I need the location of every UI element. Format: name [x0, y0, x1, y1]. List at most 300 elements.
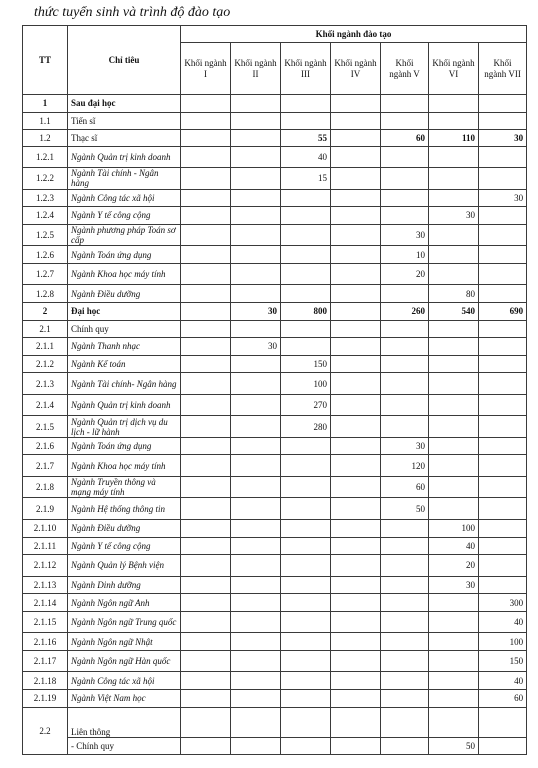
row-value-khoi-4	[331, 355, 381, 373]
row-name: Ngành Quản lý Bệnh viện	[68, 555, 181, 577]
row-value-khoi-6	[429, 455, 479, 477]
row-tt: 1.2	[23, 129, 68, 146]
row-value-khoi-2	[231, 246, 281, 264]
row-value-khoi-3: 270	[281, 394, 331, 416]
row-value-khoi-3	[281, 611, 331, 633]
row-tt: 2.1.7	[23, 455, 68, 477]
row-value-khoi-3	[281, 263, 331, 285]
row-value-khoi-7	[479, 455, 527, 477]
group-header: Khối ngành đào tạo	[181, 26, 527, 43]
row-value-khoi-2	[231, 519, 281, 537]
row-value-khoi-7	[479, 338, 527, 356]
row-value-khoi-3	[281, 519, 331, 537]
row-value-khoi-6	[429, 437, 479, 455]
row-tt: 2.1.4	[23, 394, 68, 416]
row-value-khoi-4	[331, 611, 381, 633]
row-value-khoi-2	[231, 537, 281, 555]
row-value-khoi-5	[381, 394, 429, 416]
row-value-khoi-2	[231, 112, 281, 129]
table-row	[23, 576, 527, 594]
khoi-header-3: Khối ngành III	[281, 43, 331, 95]
row-value-khoi-4	[331, 285, 381, 303]
row-value-khoi-5: 120	[381, 455, 429, 477]
row-value-khoi-1	[181, 416, 231, 438]
row-value-khoi-6: 100	[429, 519, 479, 537]
row-name: Ngành Tài chính - Ngân hàng	[68, 168, 181, 190]
row-value-khoi-2	[231, 650, 281, 672]
row-value-khoi-1	[181, 394, 231, 416]
row-name: Chính quy	[68, 320, 181, 338]
row-value-khoi-7: 60	[479, 690, 527, 708]
col-tt-header: TT	[23, 26, 68, 95]
table-row	[23, 320, 527, 338]
row-value-khoi-1	[181, 707, 231, 737]
row-value-khoi-7	[479, 146, 527, 168]
row-value-khoi-6	[429, 672, 479, 690]
row-value-khoi-2	[231, 207, 281, 225]
row-name: Ngành Việt Nam học	[68, 690, 181, 708]
row-value-khoi-7: 30	[479, 129, 527, 146]
row-tt: 2.1.18	[23, 672, 68, 690]
row-value-khoi-2	[231, 373, 281, 395]
table-row	[23, 302, 527, 320]
khoi-header-7: Khối ngành VII	[479, 43, 527, 95]
row-value-khoi-3	[281, 437, 331, 455]
row-value-khoi-1	[181, 437, 231, 455]
row-name: Ngành Kế toán	[68, 355, 181, 373]
row-value-khoi-7	[479, 437, 527, 455]
row-value-khoi-7	[479, 555, 527, 577]
row-name: Ngành phương pháp Toán sơ cấp	[68, 224, 181, 246]
table-row	[23, 519, 527, 537]
row-tt: 2.1.13	[23, 576, 68, 594]
row-value-khoi-3	[281, 246, 331, 264]
row-name: Ngành Công tác xã hội	[68, 189, 181, 207]
row-value-khoi-7	[479, 320, 527, 338]
row-tt: 1.2.3	[23, 189, 68, 207]
row-value-khoi-6	[429, 650, 479, 672]
row-value-khoi-4	[331, 672, 381, 690]
row-value-khoi-4	[331, 476, 381, 498]
row-value-khoi-1	[181, 224, 231, 246]
row-value-khoi-1	[181, 555, 231, 577]
row-tt: 2	[23, 302, 68, 320]
row-value-khoi-3	[281, 95, 331, 113]
row-value-khoi-4	[331, 707, 381, 737]
row-value-khoi-5: 10	[381, 246, 429, 264]
row-value-khoi-2	[231, 189, 281, 207]
row-value-khoi-1	[181, 633, 231, 651]
row-name: Ngành Khoa học máy tính	[68, 263, 181, 285]
table-row	[23, 263, 527, 285]
table-row	[23, 555, 527, 577]
table-row	[23, 189, 527, 207]
row-value-khoi-6	[429, 224, 479, 246]
row-value-khoi-7: 300	[479, 594, 527, 612]
row-value-khoi-6	[429, 416, 479, 438]
row-value-khoi-2	[231, 555, 281, 577]
row-value-khoi-4	[331, 168, 381, 190]
row-value-khoi-2	[231, 690, 281, 708]
table-row	[23, 690, 527, 708]
row-value-khoi-3	[281, 737, 331, 755]
row-value-khoi-6: 110	[429, 129, 479, 146]
row-value-khoi-7	[479, 207, 527, 225]
table-row	[23, 112, 527, 129]
row-value-khoi-7	[479, 519, 527, 537]
row-value-khoi-5: 60	[381, 129, 429, 146]
row-value-khoi-2	[231, 594, 281, 612]
row-value-khoi-7	[479, 95, 527, 113]
row-tt: 2.1.1	[23, 338, 68, 356]
row-value-khoi-6	[429, 594, 479, 612]
row-value-khoi-4	[331, 690, 381, 708]
row-value-khoi-1	[181, 320, 231, 338]
row-value-khoi-5	[381, 537, 429, 555]
row-value-khoi-6	[429, 611, 479, 633]
row-value-khoi-2: 30	[231, 338, 281, 356]
row-value-khoi-3	[281, 498, 331, 520]
row-value-khoi-5	[381, 355, 429, 373]
row-value-khoi-3: 15	[281, 168, 331, 190]
row-value-khoi-3	[281, 537, 331, 555]
row-value-khoi-1	[181, 519, 231, 537]
row-value-khoi-6: 40	[429, 537, 479, 555]
row-value-khoi-6	[429, 246, 479, 264]
row-value-khoi-5: 30	[381, 224, 429, 246]
khoi-header-6: Khối ngành VI	[429, 43, 479, 95]
row-value-khoi-5	[381, 672, 429, 690]
row-value-khoi-6	[429, 112, 479, 129]
row-tt: 2.2	[23, 707, 68, 755]
row-value-khoi-2	[231, 611, 281, 633]
page-heading: thức tuyển sinh và trình độ đào tạo	[34, 5, 231, 20]
row-value-khoi-4	[331, 650, 381, 672]
row-name: Ngành Toán ứng dụng	[68, 437, 181, 455]
row-value-khoi-4	[331, 95, 381, 113]
row-value-khoi-7	[479, 498, 527, 520]
row-tt: 2.1.9	[23, 498, 68, 520]
row-value-khoi-4	[331, 555, 381, 577]
row-value-khoi-7: 150	[479, 650, 527, 672]
table-row	[23, 373, 527, 395]
row-value-khoi-5	[381, 373, 429, 395]
row-value-khoi-7	[479, 537, 527, 555]
row-value-khoi-1	[181, 129, 231, 146]
row-value-khoi-3	[281, 455, 331, 477]
row-value-khoi-6	[429, 263, 479, 285]
khoi-header-4: Khối ngành IV	[331, 43, 381, 95]
row-value-khoi-1	[181, 146, 231, 168]
row-value-khoi-6	[429, 633, 479, 651]
row-value-khoi-1	[181, 455, 231, 477]
row-value-khoi-3: 280	[281, 416, 331, 438]
row-tt: 2.1.14	[23, 594, 68, 612]
row-value-khoi-1	[181, 672, 231, 690]
row-value-khoi-4	[331, 394, 381, 416]
row-value-khoi-5: 30	[381, 437, 429, 455]
row-value-khoi-5: 60	[381, 476, 429, 498]
row-value-khoi-1	[181, 112, 231, 129]
row-tt: 1.2.5	[23, 224, 68, 246]
row-value-khoi-7	[479, 224, 527, 246]
row-name: Ngành Dinh dưỡng	[68, 576, 181, 594]
row-value-khoi-6	[429, 168, 479, 190]
row-value-khoi-7: 40	[479, 672, 527, 690]
row-tt: 2.1.16	[23, 633, 68, 651]
row-name: Ngành Quản trị dịch vụ du lịch - lữ hành	[68, 416, 181, 438]
table-row	[23, 285, 527, 303]
khoi-header-1: Khối ngành I	[181, 43, 231, 95]
row-value-khoi-5	[381, 338, 429, 356]
row-value-khoi-7	[479, 394, 527, 416]
row-value-khoi-4	[331, 519, 381, 537]
row-value-khoi-5	[381, 168, 429, 190]
row-value-khoi-3	[281, 650, 331, 672]
row-value-khoi-3: 800	[281, 302, 331, 320]
row-value-khoi-3: 100	[281, 373, 331, 395]
row-value-khoi-4	[331, 320, 381, 338]
row-tt: 1.2.1	[23, 146, 68, 168]
table-row	[23, 455, 527, 477]
row-tt: 2.1	[23, 320, 68, 338]
row-value-khoi-4	[331, 455, 381, 477]
row-value-khoi-6: 30	[429, 207, 479, 225]
row-tt: 2.1.11	[23, 537, 68, 555]
row-value-khoi-1	[181, 476, 231, 498]
table-row	[23, 611, 527, 633]
row-name: Ngành Ngôn ngữ Hàn quốc	[68, 650, 181, 672]
row-value-khoi-1	[181, 95, 231, 113]
row-value-khoi-4	[331, 594, 381, 612]
row-value-khoi-3	[281, 224, 331, 246]
row-tt: 2.1.8	[23, 476, 68, 498]
row-value-khoi-7	[479, 576, 527, 594]
row-value-khoi-6: 50	[429, 737, 479, 755]
row-value-khoi-5: 260	[381, 302, 429, 320]
row-value-khoi-4	[331, 146, 381, 168]
row-value-khoi-1	[181, 737, 231, 755]
row-name: Ngành Công tác xã hội	[68, 672, 181, 690]
row-value-khoi-4	[331, 112, 381, 129]
row-value-khoi-6: 20	[429, 555, 479, 577]
quota-table	[22, 25, 527, 755]
row-name: - Chính quy	[68, 737, 181, 755]
row-value-khoi-6	[429, 320, 479, 338]
row-value-khoi-3	[281, 476, 331, 498]
row-name: Ngành Quản trị kinh doanh	[68, 146, 181, 168]
row-value-khoi-1	[181, 690, 231, 708]
row-value-khoi-7	[479, 246, 527, 264]
row-value-khoi-6	[429, 394, 479, 416]
row-value-khoi-1	[181, 246, 231, 264]
row-value-khoi-5	[381, 737, 429, 755]
row-name: Ngành Điều dưỡng	[68, 285, 181, 303]
row-value-khoi-4	[331, 246, 381, 264]
table-row	[23, 95, 527, 113]
row-value-khoi-1	[181, 263, 231, 285]
table-row	[23, 129, 527, 146]
row-value-khoi-7	[479, 476, 527, 498]
row-value-khoi-2	[231, 355, 281, 373]
table-row	[23, 476, 527, 498]
row-value-khoi-4	[331, 224, 381, 246]
row-tt: 1.2.8	[23, 285, 68, 303]
row-value-khoi-5	[381, 207, 429, 225]
row-value-khoi-2	[231, 707, 281, 737]
row-name: Ngành Quản trị kinh doanh	[68, 394, 181, 416]
row-name: Ngành Ngôn ngữ Trung quốc	[68, 611, 181, 633]
row-name: Ngành Truyền thông và mạng máy tính	[68, 476, 181, 498]
row-value-khoi-3: 150	[281, 355, 331, 373]
row-value-khoi-5	[381, 555, 429, 577]
table-row	[23, 246, 527, 264]
row-value-khoi-7	[479, 285, 527, 303]
row-value-khoi-2	[231, 437, 281, 455]
row-value-khoi-2	[231, 285, 281, 303]
row-value-khoi-3	[281, 207, 331, 225]
row-value-khoi-3	[281, 285, 331, 303]
row-value-khoi-5	[381, 112, 429, 129]
row-value-khoi-6	[429, 355, 479, 373]
row-value-khoi-4	[331, 129, 381, 146]
row-value-khoi-2	[231, 498, 281, 520]
row-value-khoi-1	[181, 355, 231, 373]
row-value-khoi-3: 55	[281, 129, 331, 146]
row-tt: 2.1.15	[23, 611, 68, 633]
table-row	[23, 207, 527, 225]
row-tt: 2.1.2	[23, 355, 68, 373]
row-value-khoi-7	[479, 263, 527, 285]
row-tt: 2.1.3	[23, 373, 68, 395]
row-name: Ngành Tài chính- Ngân hàng	[68, 373, 181, 395]
table-row	[23, 416, 527, 438]
table-row	[23, 498, 527, 520]
row-name: Thạc sĩ	[68, 129, 181, 146]
row-value-khoi-6	[429, 189, 479, 207]
row-name: Ngành Khoa học máy tính	[68, 455, 181, 477]
table-row	[23, 168, 527, 190]
row-value-khoi-5	[381, 594, 429, 612]
row-value-khoi-3	[281, 189, 331, 207]
row-value-khoi-3	[281, 320, 331, 338]
row-value-khoi-6: 30	[429, 576, 479, 594]
table-row	[23, 224, 527, 246]
row-value-khoi-4	[331, 373, 381, 395]
row-value-khoi-1	[181, 338, 231, 356]
row-name: Ngành Y tế công cộng	[68, 537, 181, 555]
table-row	[23, 338, 527, 356]
table-row	[23, 394, 527, 416]
table-row	[23, 537, 527, 555]
row-value-khoi-4	[331, 633, 381, 651]
row-value-khoi-7	[479, 416, 527, 438]
row-value-khoi-7	[479, 737, 527, 755]
table-body	[23, 95, 527, 755]
col-chitieu-header: Chỉ tiêu	[68, 26, 181, 95]
row-tt: 1.2.2	[23, 168, 68, 190]
row-tt: 2.1.12	[23, 555, 68, 577]
row-value-khoi-5	[381, 690, 429, 708]
row-value-khoi-4	[331, 537, 381, 555]
khoi-header-5: Khối ngành V	[381, 43, 429, 95]
row-value-khoi-2	[231, 633, 281, 651]
row-tt: 1.2.6	[23, 246, 68, 264]
row-value-khoi-7	[479, 707, 527, 737]
row-name: Liên thông	[68, 707, 181, 737]
table-row	[23, 594, 527, 612]
row-value-khoi-6	[429, 146, 479, 168]
row-tt: 2.1.19	[23, 690, 68, 708]
row-name: Ngành Ngôn ngữ Anh	[68, 594, 181, 612]
row-value-khoi-4	[331, 737, 381, 755]
table-row	[23, 650, 527, 672]
row-value-khoi-6	[429, 95, 479, 113]
row-value-khoi-5	[381, 707, 429, 737]
row-value-khoi-6	[429, 690, 479, 708]
row-value-khoi-1	[181, 650, 231, 672]
table-row	[23, 672, 527, 690]
row-value-khoi-5: 20	[381, 263, 429, 285]
row-value-khoi-1	[181, 189, 231, 207]
row-value-khoi-2	[231, 95, 281, 113]
row-value-khoi-7	[479, 168, 527, 190]
row-value-khoi-4	[331, 576, 381, 594]
row-value-khoi-3	[281, 594, 331, 612]
row-name: Sau đại học	[68, 95, 181, 113]
row-value-khoi-2	[231, 168, 281, 190]
row-value-khoi-7: 100	[479, 633, 527, 651]
row-name: Ngành Hệ thống thông tin	[68, 498, 181, 520]
row-value-khoi-2	[231, 320, 281, 338]
row-value-khoi-3: 40	[281, 146, 331, 168]
row-value-khoi-5	[381, 285, 429, 303]
row-tt: 2.1.5	[23, 416, 68, 438]
row-value-khoi-2: 30	[231, 302, 281, 320]
row-value-khoi-1	[181, 498, 231, 520]
row-name: Ngành Y tế công cộng	[68, 207, 181, 225]
row-value-khoi-5	[381, 650, 429, 672]
table-header	[23, 26, 527, 95]
row-value-khoi-4	[331, 189, 381, 207]
row-tt: 2.1.17	[23, 650, 68, 672]
row-value-khoi-4	[331, 338, 381, 356]
row-value-khoi-3	[281, 112, 331, 129]
row-value-khoi-2	[231, 476, 281, 498]
row-value-khoi-4	[331, 263, 381, 285]
row-name: Tiến sĩ	[68, 112, 181, 129]
row-value-khoi-6: 80	[429, 285, 479, 303]
row-value-khoi-6	[429, 707, 479, 737]
row-value-khoi-1	[181, 207, 231, 225]
row-value-khoi-4	[331, 207, 381, 225]
row-value-khoi-7	[479, 112, 527, 129]
khoi-header-2: Khối ngành II	[231, 43, 281, 95]
row-value-khoi-6	[429, 498, 479, 520]
row-value-khoi-7	[479, 355, 527, 373]
row-value-khoi-1	[181, 611, 231, 633]
row-tt: 1.1	[23, 112, 68, 129]
row-value-khoi-3	[281, 633, 331, 651]
row-value-khoi-6	[429, 373, 479, 395]
row-value-khoi-4	[331, 302, 381, 320]
row-value-khoi-2	[231, 455, 281, 477]
row-value-khoi-5	[381, 633, 429, 651]
row-name: Ngành Điều dưỡng	[68, 519, 181, 537]
row-tt: 2.1.10	[23, 519, 68, 537]
row-value-khoi-6	[429, 338, 479, 356]
table-row	[23, 707, 527, 737]
